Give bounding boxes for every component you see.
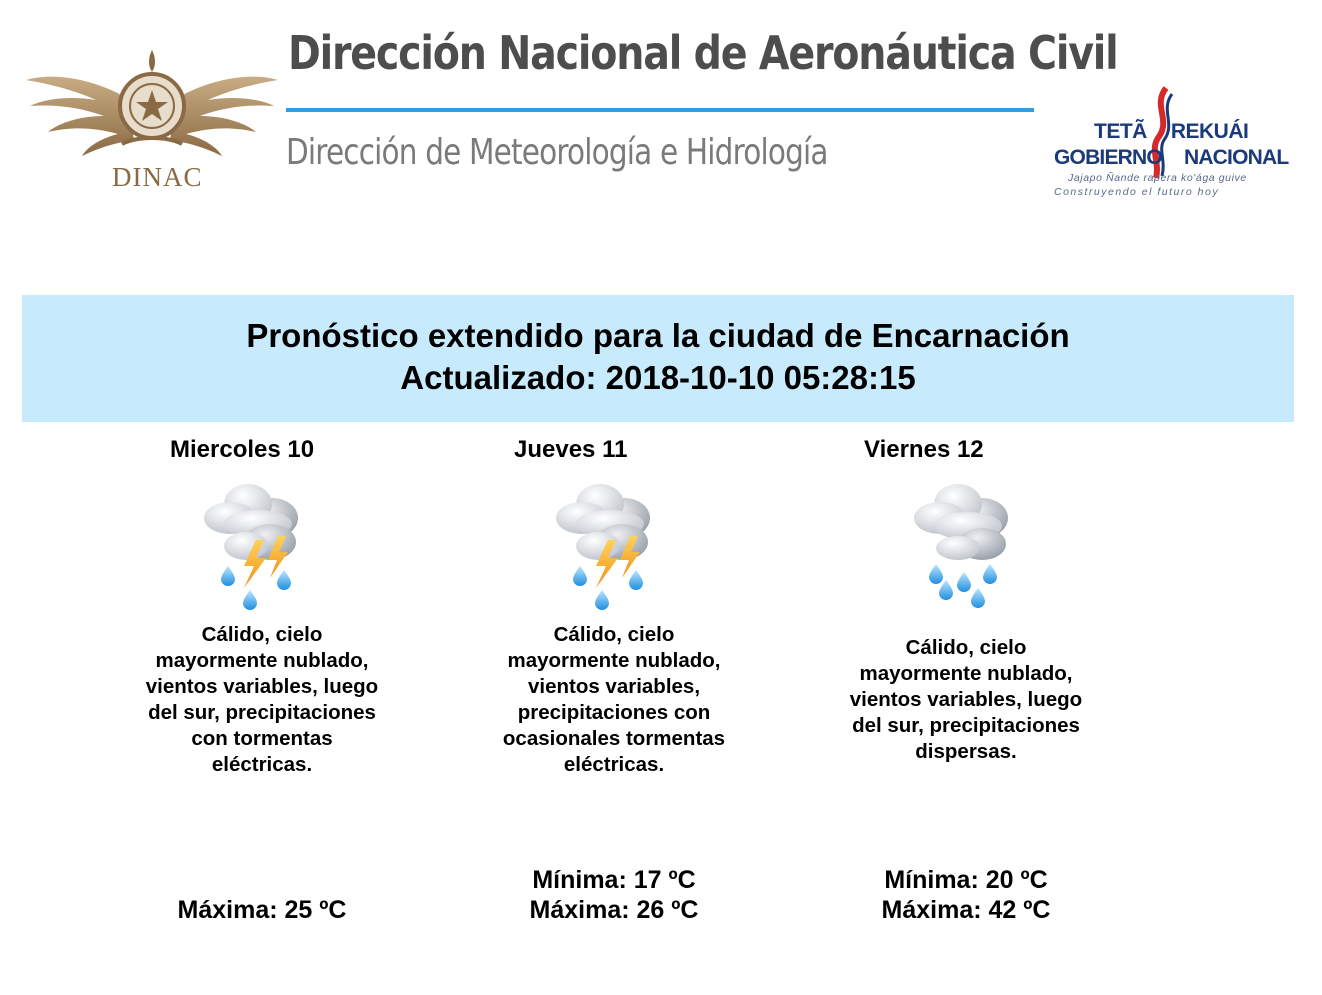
day-max-temp: Máxima: 42 ºC	[881, 896, 1051, 924]
gov-logo-line2	[1054, 146, 1288, 170]
gov-logo-teta: TETÃ	[1094, 120, 1147, 143]
day-description: Cálido, cielo mayormente nublado, vientos variables, luego del sur, precipitaciones dispersas.	[849, 636, 1083, 763]
gov-logo-line1	[1094, 120, 1248, 144]
cloud-rain-icon	[912, 480, 1022, 610]
forecast-title: Pronóstico extendido para la ciudad de Encarnación	[246, 317, 1070, 354]
forecast-updated: Actualizado: 2018-10-10 05:28:15	[400, 359, 916, 396]
day-name: Jueves 11	[514, 436, 628, 463]
day-min-temp: Mínima: 20 ºC	[884, 866, 1048, 894]
header-divider	[286, 108, 1034, 112]
day-description: Cálido, cielo mayormente nublado, vientos variables, luego del sur, precipitaciones con tormentas eléctricas.	[145, 623, 379, 776]
government-logo	[1050, 86, 1289, 206]
gov-logo-tagline-spanish: Construyendo el futuro hoy	[1054, 186, 1220, 198]
dinac-logo-text: DINAC	[112, 162, 203, 192]
thunderstorm-rain-icon	[200, 480, 310, 610]
day-name: Miercoles 10	[170, 436, 315, 463]
day-description: Cálido, cielo mayormente nublado, vientos variables, precipitaciones con ocasionales tormentas eléctricas.	[502, 623, 726, 776]
thunderstorm-rain-icon	[552, 480, 662, 610]
agency-title: Dirección Nacional de Aeronáutica Civil	[288, 26, 1118, 80]
gov-logo-tagline-guarani: Jajapo Ñande rapera ko'ága guive	[1068, 172, 1247, 184]
day-max-temp: Máxima: 26 ºC	[529, 896, 699, 924]
gov-logo-gobierno: GOBIERNO	[1054, 146, 1162, 169]
gov-logo-rekuai: REKUÁI	[1170, 120, 1249, 143]
day-min-temp: Mínima: 17 ºC	[532, 866, 696, 894]
agency-subtitle: Dirección de Meteorología e Hidrología	[286, 132, 828, 173]
forecast-banner	[22, 295, 1294, 422]
gov-logo-nacional: NACIONAL	[1183, 146, 1289, 169]
day-name: Viernes 12	[864, 436, 984, 463]
day-max-temp: Máxima: 25 ºC	[177, 896, 347, 924]
